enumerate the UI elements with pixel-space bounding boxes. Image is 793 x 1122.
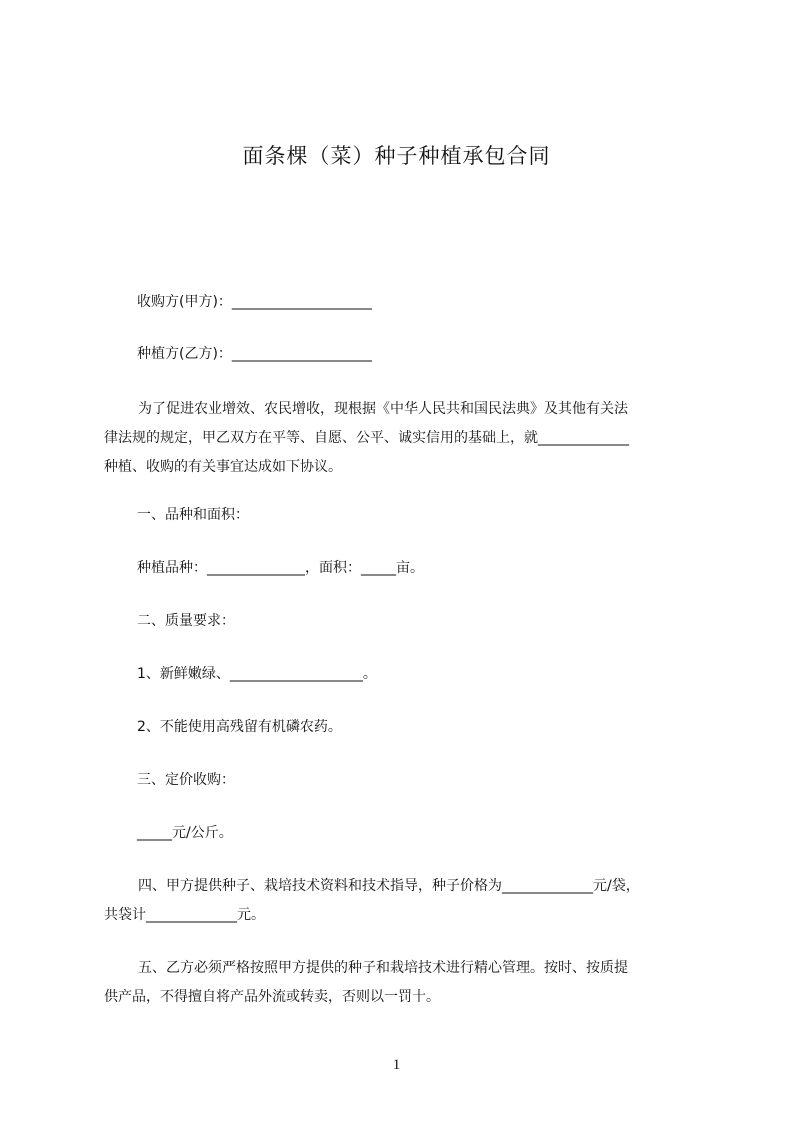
section3-body: _____元/公斤。 — [137, 825, 233, 841]
section4-paragraph — [104, 872, 700, 930]
section1-heading: 一、品种和面积： — [137, 507, 249, 523]
section5-line-1: 五、乙方必须严格按照甲方提供的种子和栽培技术进行精心管理。按时、按质提 — [138, 960, 628, 976]
section2-item-2: 2、不能使用高残留有机磷农药。 — [137, 719, 342, 735]
section4-line-2: 共袋计_____________元。 — [104, 907, 265, 923]
section5-line-2: 供产品，不得擅自将产品外流或转卖，否则以一罚十。 — [104, 989, 440, 1005]
section5-paragraph — [104, 954, 700, 1012]
preamble-line-3: 种植、收购的有关事宜达成如下协议。 — [104, 459, 342, 475]
document-title: 面条棵（菜）种子种植承包合同 — [242, 144, 551, 168]
section4-line-1: 四、甲方提供种子、栽培技术资料和技术指导，种子价格为_____________元/袋， — [138, 878, 640, 894]
section3-heading: 三、定价收购： — [137, 772, 235, 788]
preamble-line-1: 为了促进农业增效、农民增收，现根据《中华人民共和国民法典》及其他有关法 — [138, 401, 628, 417]
preamble-line-2: 律法规的规定，甲乙双方在平等、自愿、公平、诚实信用的基础上，就_____________ — [104, 430, 629, 446]
grower-line: 种植方(乙方)：____________________ — [137, 346, 372, 362]
preamble-paragraph — [104, 395, 700, 482]
section2-heading: 二、质量要求： — [137, 613, 235, 629]
buyer-line: 收购方(甲方)：____________________ — [137, 294, 372, 310]
section1-body: 种植品种：______________，面积：_____亩。 — [137, 560, 424, 576]
page-number: 1 — [392, 1057, 401, 1073]
section2-item-1: 1、新鲜嫩绿、___________________。 — [137, 666, 377, 682]
